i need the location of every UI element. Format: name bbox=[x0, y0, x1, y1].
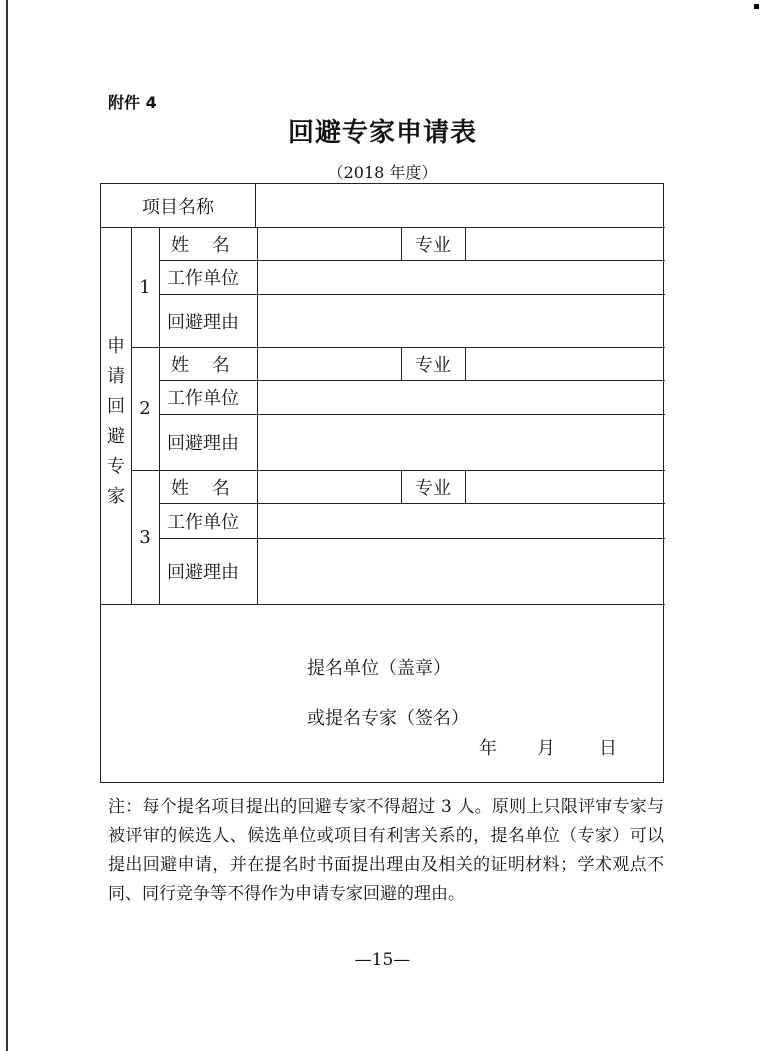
expert-3-name-field[interactable] bbox=[258, 470, 401, 503]
expert-1-reason-label: 回避理由 bbox=[167, 311, 239, 333]
expert-2-major-label: 专业 bbox=[415, 354, 451, 376]
date-month-label: 月 bbox=[537, 738, 555, 759]
expert-3-major-label: 专业 bbox=[415, 477, 451, 499]
expert-2-work-unit-field[interactable] bbox=[258, 380, 665, 414]
date-year-label: 年 bbox=[479, 738, 497, 759]
row-divider bbox=[101, 604, 665, 605]
expert-1-index: 1 bbox=[139, 276, 151, 298]
expert-2-index: 2 bbox=[139, 398, 151, 419]
expert-2-reason-label: 回避理由 bbox=[167, 433, 239, 454]
column-divider bbox=[255, 184, 256, 227]
expert-2-name-field[interactable] bbox=[258, 347, 401, 380]
project-name-field[interactable] bbox=[261, 184, 661, 227]
column-divider bbox=[159, 227, 160, 604]
expert-1-reason-field[interactable] bbox=[258, 294, 665, 347]
corner-mark bbox=[754, 4, 759, 9]
form-title: 回避专家申请表 bbox=[287, 118, 477, 148]
expert-1-name-field[interactable] bbox=[258, 227, 401, 260]
expert-1-work-unit-field[interactable] bbox=[258, 260, 665, 294]
page-edge-line bbox=[6, 0, 8, 1051]
form-year: （2018 年度） bbox=[327, 163, 438, 182]
project-name-label: 项目名称 bbox=[142, 196, 214, 218]
expert-2-major-field[interactable] bbox=[466, 347, 665, 380]
nominator-expert-signature: 或提名专家（签名） bbox=[307, 708, 469, 729]
expert-3-reason-field[interactable] bbox=[258, 538, 665, 604]
expert-1-major-field[interactable] bbox=[466, 227, 665, 260]
expert-1-work-unit-label: 工作单位 bbox=[167, 268, 239, 289]
section-label-apply-recusal-experts: 申 请 回 避 专 家 bbox=[107, 336, 125, 507]
expert-3-major-field[interactable] bbox=[466, 470, 665, 503]
nominator-unit-stamp: 提名单位（盖章） bbox=[307, 658, 451, 679]
expert-2-name-label: 姓 名 bbox=[171, 354, 230, 376]
expert-3-name-label: 姓 名 bbox=[171, 477, 230, 499]
expert-3-index: 3 bbox=[139, 526, 151, 548]
expert-1-name-label: 姓 名 bbox=[171, 234, 230, 256]
application-form-table bbox=[100, 183, 664, 783]
page-number: —15— bbox=[354, 950, 411, 970]
expert-3-work-unit-field[interactable] bbox=[258, 503, 665, 538]
expert-3-reason-label: 回避理由 bbox=[167, 562, 239, 583]
date-day-label: 日 bbox=[599, 738, 617, 759]
expert-3-work-unit-label: 工作单位 bbox=[167, 511, 239, 533]
form-note: 注：每个提名项目提出的回避专家不得超过 3 人。原则上只限评审专家与被评审的候选人、候选单位或项目有利害关系的，提名单位（专家）可以提出回避申请，并在提名时书面提出理由及相关的证明材料；学术观点不同、同行竞争等不得作为申请专家回避的理由。 bbox=[108, 797, 664, 904]
expert-2-reason-field[interactable] bbox=[258, 414, 665, 470]
expert-2-work-unit-label: 工作单位 bbox=[167, 388, 239, 409]
expert-1-major-label: 专业 bbox=[415, 234, 451, 256]
attachment-label: 附件 4 bbox=[108, 93, 157, 112]
